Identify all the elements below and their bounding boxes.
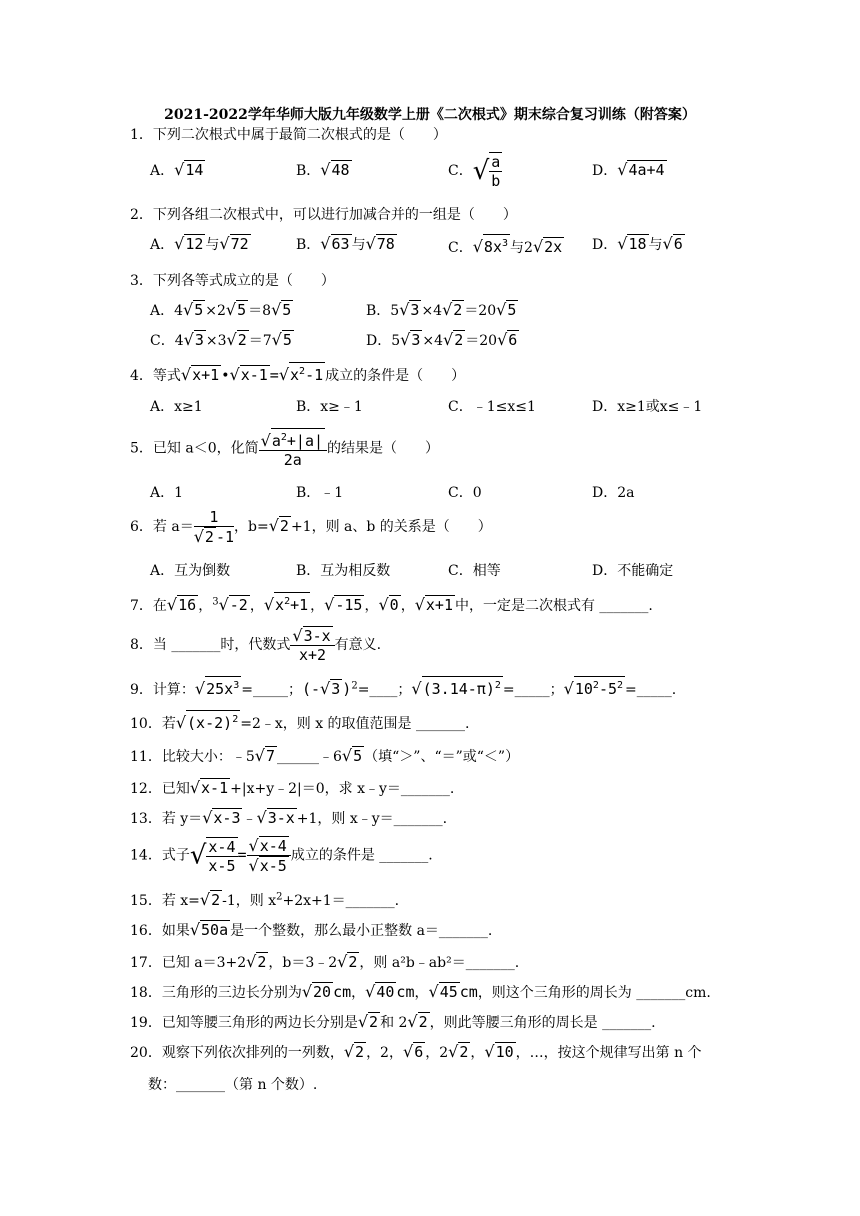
q1-option-a: A．√14 bbox=[150, 160, 204, 179]
q2-option-b: B．√63 与√78 bbox=[296, 234, 395, 253]
q2-option-c: C．$√8x^3$ 与2√2x bbox=[448, 234, 564, 257]
q4-option-c: C．﹣1≤x≤1 bbox=[448, 399, 536, 415]
q3-option-c: C．4√3 ×3√2 ＝7√5 bbox=[150, 330, 292, 349]
q6-option-b: B．互为相反数 bbox=[296, 563, 391, 579]
q4-option-b: B．x≥﹣1 bbox=[296, 399, 363, 415]
question-11: 11．比较大小：﹣5√7 ______﹣6√5 （填“＞”、“＝”或“＜”） bbox=[130, 746, 520, 765]
q1-option-c: C．√ $\frac{a}{b}$ bbox=[448, 153, 501, 190]
q3-option-d: D．5√3 ×4√2 ＝20√6 bbox=[366, 330, 518, 349]
question-12: 12．已知√x-1 +|x+y﹣2|＝0，求 x﹣y＝_______. bbox=[130, 778, 455, 797]
q2-option-a: A．√12 与√72 bbox=[150, 234, 249, 253]
question-15: 15．若 x=√2 -1，则 $x^2+2x+1=\_\_\_\_\_\_\_$. bbox=[130, 890, 400, 909]
q6-option-d: D．不能确定 bbox=[592, 563, 674, 579]
q5-option-a: A．1 bbox=[150, 485, 184, 501]
question-5: 5．已知 a＜0，化简 $\frac{√a^2+|a|}{2a}$ 的结果是（ ） bbox=[130, 428, 439, 469]
q1-option-d: D．√4a+4 bbox=[592, 160, 665, 179]
q3-option-a: A．4√5 ×2√5 ＝8√5 bbox=[150, 300, 292, 319]
q3-option-b: B．5√3 ×4√2 ＝20√5 bbox=[366, 300, 517, 319]
q4-option-d: D．x≥1或x≤﹣1 bbox=[592, 399, 703, 415]
question-6: 6．若 a＝ $\frac{1}{√2 -1}$ ，b=√2 +1，则 a、b 的关系是（ ） bbox=[130, 508, 492, 546]
question-10: 10．若$√(x-2)^2$ =2﹣x，则 x 的取值范围是 _______. bbox=[130, 710, 469, 733]
question-3: 3．下列各等式成立的是（ ） bbox=[130, 273, 335, 289]
question-2: 2．下列各组二次根式中，可以进行加减合并的一组是（ ） bbox=[130, 207, 517, 223]
question-19: 19．已知等腰三角形的两边长分别是√2 和 2√2 ，则此等腰三角形的周长是 _______. bbox=[130, 1012, 656, 1031]
question-16: 16．如果√50a 是一个整数，那么最小正整数 a＝_______. bbox=[130, 920, 493, 939]
question-13: 13．若 y＝√x-3 ﹣√3-x +1，则 x﹣y＝_______. bbox=[130, 808, 448, 827]
q2-option-d: D．√18 与√6 bbox=[592, 234, 683, 253]
question-1: 1．下列二次根式中属于最简二次根式的是（ ） bbox=[130, 127, 447, 143]
q5-option-c: C．0 bbox=[448, 485, 482, 501]
question-14: 14．式子√ $\frac{x-4}{x-5}$ = $\frac{√x-4}{√x-5}$ 成立的条件是 _______. bbox=[130, 836, 433, 875]
question-4: 4．等式√x+1 •√x-1 $=√x^2-1$ 成立的条件是（ ） bbox=[130, 362, 465, 385]
question-7: 7．在√16 ，$^3$√-2 ，$√x^2+1$ ，√-15 ，√0 ，√x+1 中，一定是二次根式有 _______. bbox=[130, 592, 653, 615]
page-title: 2021-2022学年华师大版九年级数学上册《二次根式》期末综合复习训练（附答案） bbox=[164, 107, 696, 123]
question-20-line2: 数：_______（第 n 个数）. bbox=[148, 1077, 318, 1093]
q6-option-a: A．互为倒数 bbox=[150, 563, 231, 579]
q5-option-d: D．2a bbox=[592, 485, 635, 501]
q4-option-a: A．x≥1 bbox=[150, 399, 203, 415]
q6-option-c: C．相等 bbox=[448, 563, 501, 579]
question-9: 9．计算：$√25x^3$ =_____；(-√3 )$^2$=____；$√(3.14-\pi)^2$ =_____；$√10^2-5^2$ =_____. bbox=[130, 676, 676, 699]
question-18: 18．三角形的三边长分别为√20 cm，√40 cm，√45 cm，则这个三角形的周长为 _______cm. bbox=[130, 982, 711, 1001]
q1-option-b: B．√48 bbox=[296, 160, 350, 179]
question-20: 20．观察下列依次排列的一列数，√2 ，2，√6 ，2√2 ，√10 ，…，按这个规律写出第 n 个 bbox=[130, 1042, 702, 1061]
question-8: 8．当 _______时，代数式 $\frac{√3-x}{x+2}$ 有意义. bbox=[130, 626, 382, 664]
question-17: 17．已知 a＝3+2√2 ，b＝3﹣2√2 ，则 a²b﹣ab²＝_______. bbox=[130, 952, 520, 971]
q5-option-b: B．﹣1 bbox=[296, 485, 344, 501]
